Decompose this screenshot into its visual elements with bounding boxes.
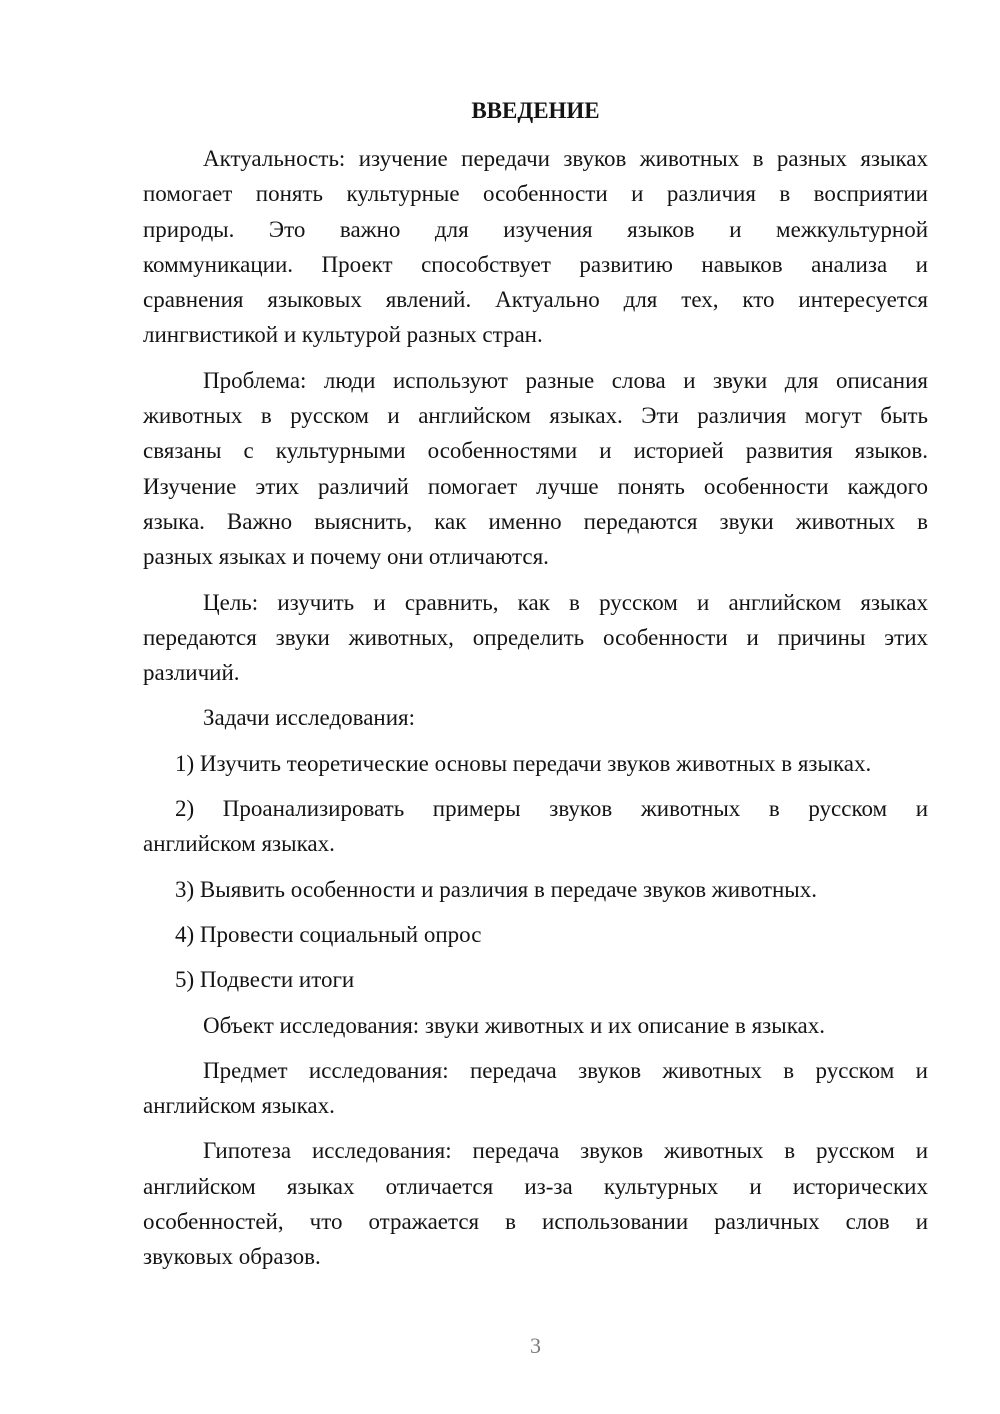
paragraph-relevance	[143, 141, 928, 353]
text-line: 2) Проанализировать примеры звуков животных в русском и	[175, 796, 928, 822]
text-line: Изучение этих различий помогает лучше понять особенности каждого	[143, 473, 928, 499]
paragraph-problem	[143, 363, 928, 575]
paragraph-goal	[143, 585, 928, 691]
page-title: ВВЕДЕНИЕ	[471, 98, 600, 123]
page-number: 3	[530, 1333, 541, 1358]
text-line: 3) Выявить особенности и различия в передаче звуков животных.	[175, 876, 817, 902]
paragraph-subject	[143, 1053, 928, 1124]
text-line: Задачи исследования:	[203, 705, 416, 731]
text-line: Предмет исследования: передача звуков животных в русском и	[203, 1057, 928, 1083]
text-line: лингвистикой и культурой разных стран.	[143, 322, 543, 348]
text-line: языка. Важно выяснить, как именно передаются звуки животных в	[143, 508, 928, 534]
text-line: природы. Это важно для изучения языков и межкультурной	[143, 216, 928, 242]
text-line: английском языках отличается из-за культурных и исторических	[143, 1173, 928, 1199]
text-line: английском языках.	[143, 831, 335, 857]
text-line: помогает понять культурные особенности и различия в восприятии	[143, 181, 928, 207]
text-line: связаны с культурными особенностями и историей развития языков.	[143, 438, 928, 464]
text-line: 1) Изучить теоретические основы передачи звуков животных в языках.	[175, 750, 872, 776]
text-line: Проблема: люди используют разные слова и звуки для описания	[203, 367, 928, 393]
text-line: Гипотеза исследования: передача звуков животных в русском и	[203, 1138, 928, 1164]
text-line: английском языках.	[143, 1093, 335, 1119]
text-line: 4) Провести социальный опрос	[175, 921, 482, 947]
text-line: сравнения языковых явлений. Актуально для тех, кто интересуется	[143, 287, 928, 313]
task-item-2	[143, 791, 928, 862]
text-line: коммуникации. Проект способствует развитию навыков анализа и	[143, 251, 928, 277]
text-line: особенностей, что отражается в использовании различных слов и	[143, 1209, 928, 1234]
task-item-3	[143, 872, 928, 907]
text-line: Цель: изучить и сравнить, как в русском и английском языках	[203, 589, 928, 615]
text-line: Актуальность: изучение передачи звуков животных в разных языках	[203, 145, 928, 171]
text-line: звуковых образов.	[143, 1244, 321, 1270]
task-item-4	[143, 917, 928, 952]
tasks-heading	[143, 700, 928, 735]
document-body	[143, 93, 928, 1285]
text-line: Объект исследования: звуки животных и их описание в языках.	[203, 1012, 825, 1038]
text-line: передаются звуки животных, определить особенности и причины этих	[143, 624, 928, 650]
paragraph-object	[143, 1008, 928, 1043]
text-line: 5) Подвести итоги	[175, 967, 355, 993]
paragraph-hypothesis	[143, 1133, 928, 1274]
text-line: разных языках и почему они отличаются.	[143, 544, 549, 570]
task-item-1	[143, 746, 928, 781]
task-item-5	[143, 962, 928, 997]
text-line: различий.	[143, 660, 240, 686]
text-line: животных в русском и английском языках. Эти различия могут быть	[143, 403, 928, 429]
